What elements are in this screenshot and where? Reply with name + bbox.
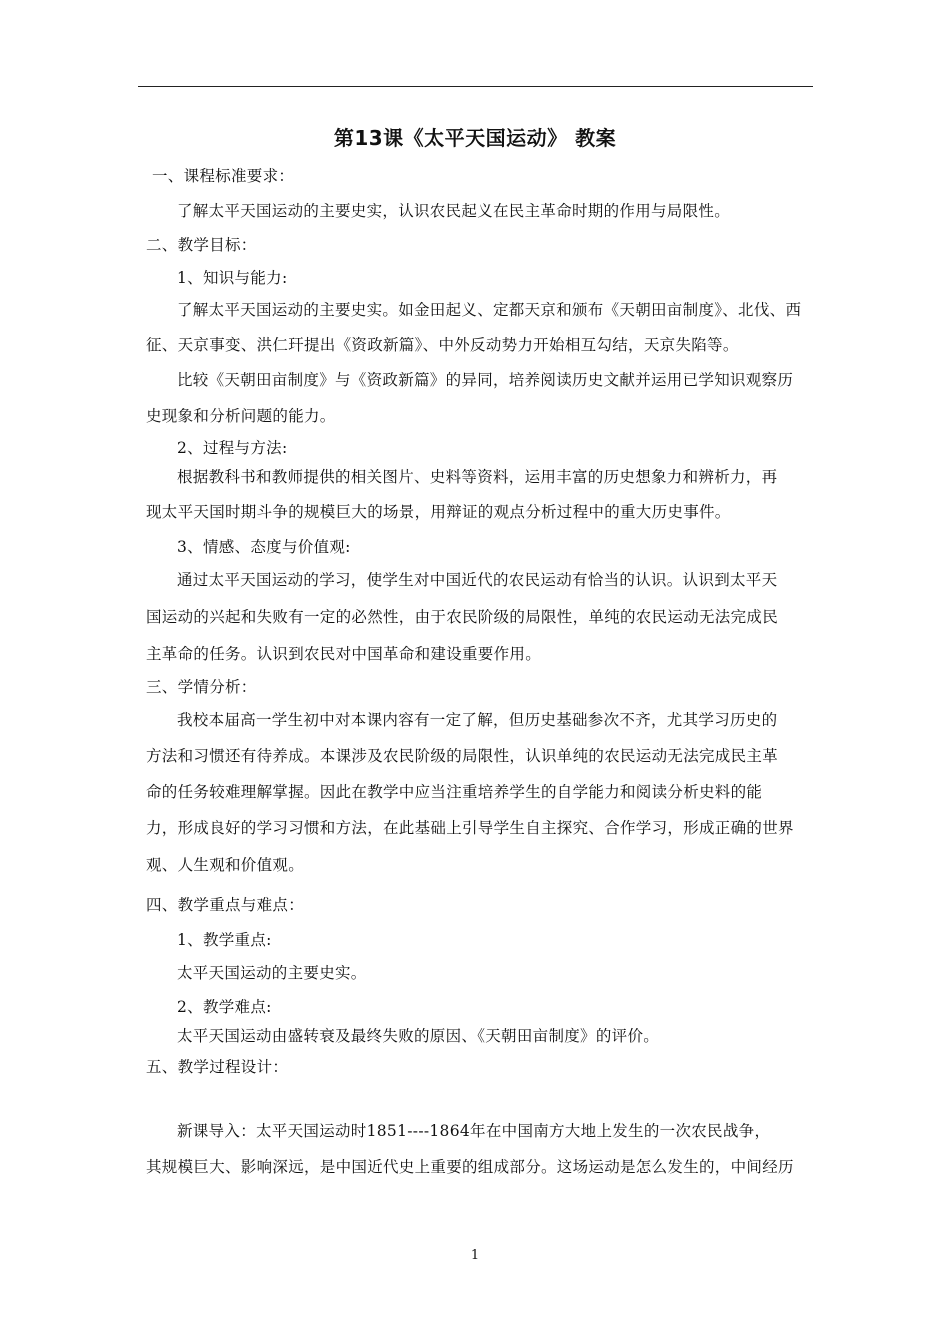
paragraph-line: 现太平天国时期斗争的规模巨大的场景，用辩证的观点分析过程中的重大历史事件。: [146, 503, 731, 521]
paragraph-line: 命的任务较难理解掌握。因此在教学中应当注重培养学生的自学能力和阅读分析史料的能: [146, 783, 763, 801]
paragraph-line: 我校本届高一学生初中对本课内容有一定了解，但历史基础参次不齐，尤其学习历史的: [177, 711, 778, 729]
paragraph-line: 新课导入：太平天国运动时1851----1864年在中国南方大地上发生的一次农民战争，: [177, 1122, 771, 1140]
paragraph-line: 根据教科书和教师提供的相关图片、史料等资料，运用丰富的历史想象力和辨析力，再: [177, 468, 778, 486]
section-heading: 五、教学过程设计：: [146, 1058, 289, 1076]
paragraph-line: 了解太平天国运动的主要史实，认识农民起义在民主革命时期的作用与局限性。: [177, 202, 731, 220]
paragraph-line: 主革命的任务。认识到农民对中国革命和建设重要作用。: [146, 645, 542, 663]
section-heading: 一、课程标准要求：: [152, 167, 295, 185]
document-title: 第13课《太平天国运动》 教案: [333, 126, 617, 150]
paragraph-line: 方法和习惯还有待养成。本课涉及农民阶级的局限性，认识单纯的农民运动无法完成民主革: [146, 747, 779, 765]
header-rule: [138, 86, 813, 87]
section-heading: 二、教学目标：: [146, 236, 257, 254]
section-heading: 四、教学重点与难点：: [146, 896, 305, 914]
subsection-heading: 1、教学重点:: [177, 931, 272, 949]
paragraph-line: 国运动的兴起和失败有一定的必然性，由于农民阶级的局限性，单纯的农民运动无法完成民: [146, 608, 779, 626]
paragraph-line: 观、人生观和价值观。: [146, 856, 305, 874]
subsection-heading: 1、知识与能力:: [177, 269, 288, 287]
subsection-heading: 3、情感、态度与价值观:: [177, 538, 351, 556]
paragraph-line: 史现象和分析问题的能力。: [146, 407, 336, 425]
paragraph-line: 力，形成良好的学习习惯和方法，在此基础上引导学生自主探究、合作学习，形成正确的世界: [146, 819, 794, 837]
paragraph-line: 比较《天朝田亩制度》与《资政新篇》的异同，培养阅读历史文献并运用已学知识观察历: [177, 371, 794, 389]
paragraph-line: 其规模巨大、影响深远，是中国近代史上重要的组成部分。这场运动是怎么发生的，中间经历: [146, 1158, 794, 1176]
page-number: 1: [470, 1248, 480, 1263]
paragraph-line: 太平天国运动由盛转衰及最终失败的原因、《天朝田亩制度》的评价。: [177, 1027, 660, 1045]
subsection-heading: 2、教学难点:: [177, 998, 272, 1016]
paragraph-line: 征、天京事变、洪仁玕提出《资政新篇》、中外反动势力开始相互勾结，天京失陷等。: [146, 336, 739, 354]
paragraph-line: 太平天国运动的主要史实。: [177, 964, 367, 982]
section-heading: 三、学情分析：: [146, 678, 257, 696]
paragraph-line: 了解太平天国运动的主要史实。如金田起义、定都天京和颁布《天朝田亩制度》、北伐、西: [177, 301, 802, 319]
subsection-heading: 2、过程与方法:: [177, 439, 288, 457]
paragraph-line: 通过太平天国运动的学习，使学生对中国近代的农民运动有恰当的认识。认识到太平天: [177, 571, 778, 589]
